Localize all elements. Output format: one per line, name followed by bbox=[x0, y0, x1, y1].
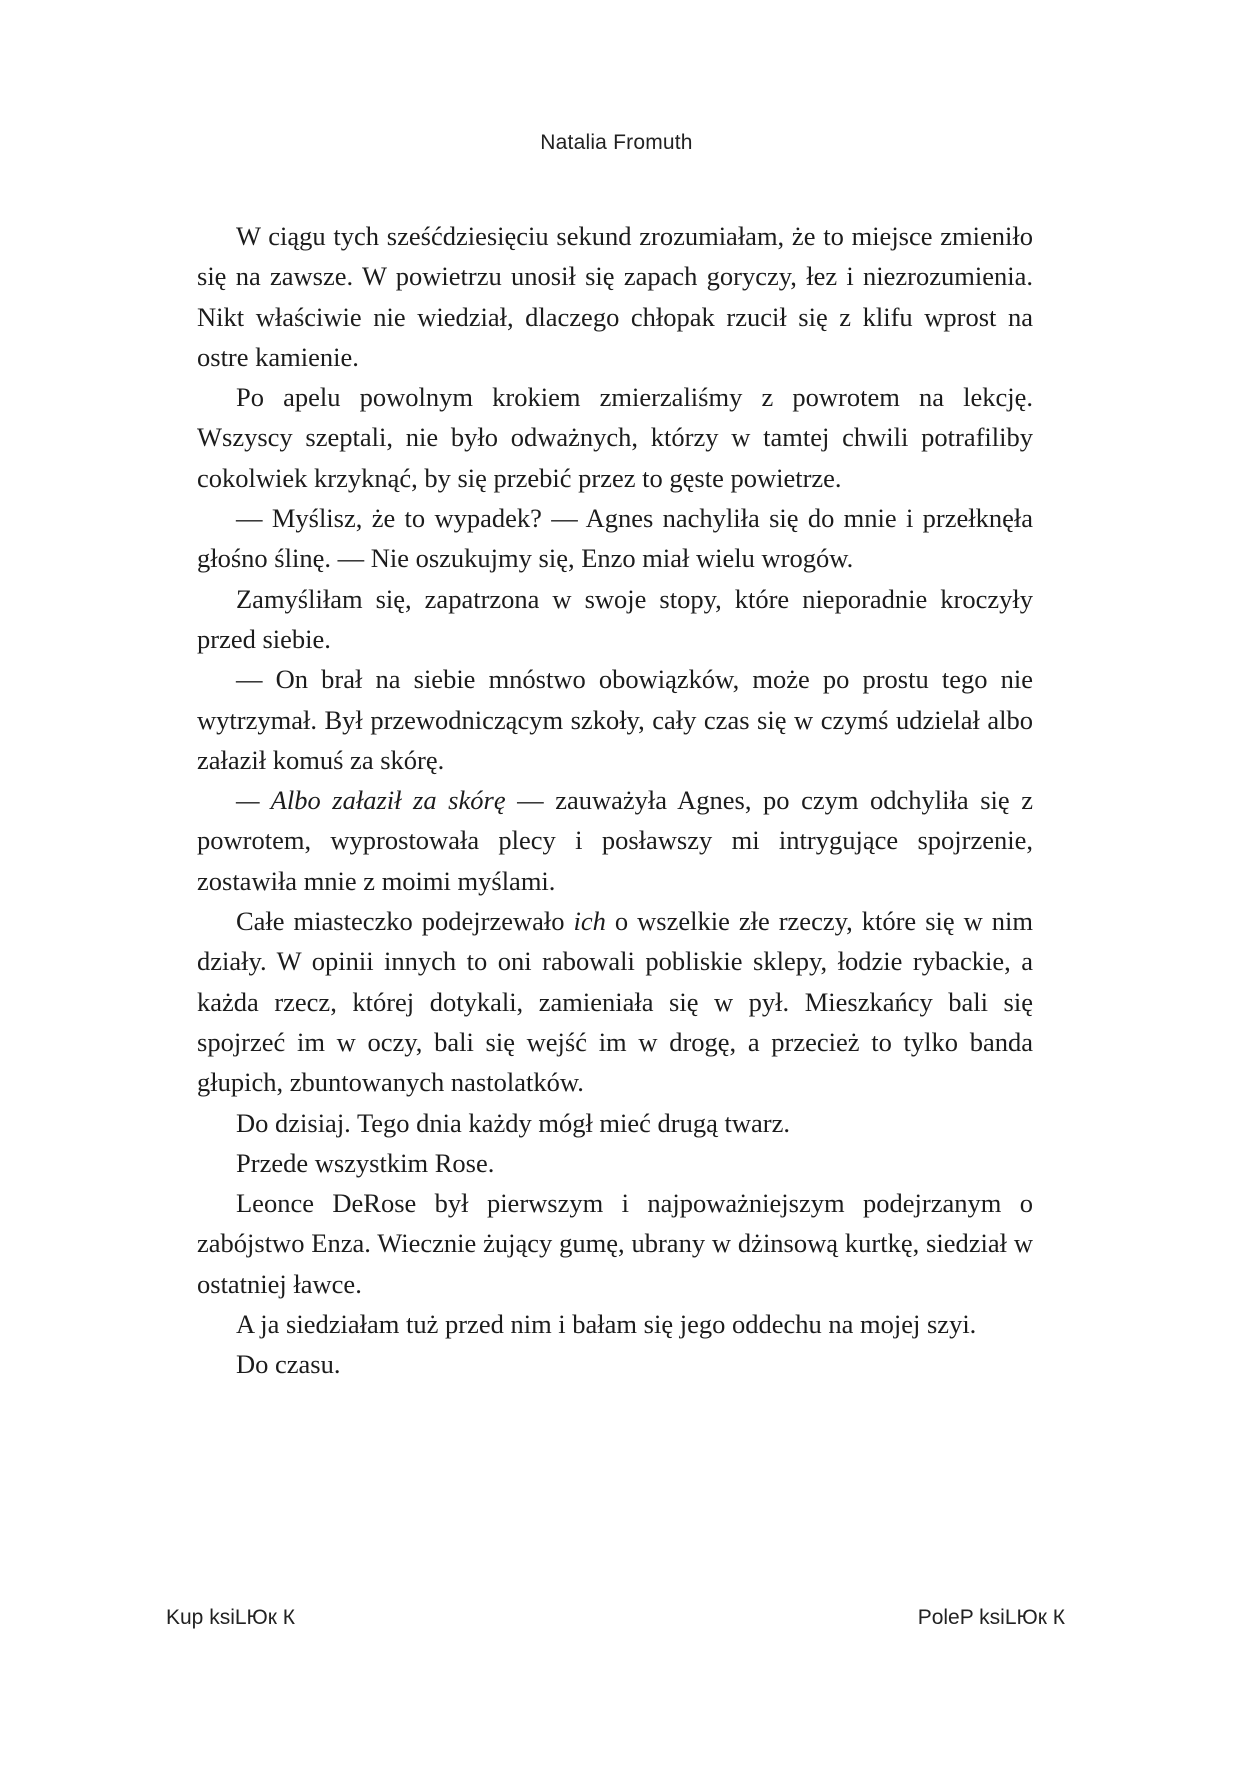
paragraph-7-rest: o wszelkie złe rzeczy, które się w nim działy. W opinii innych to oni rabowali pobliskie sklepy, łodzie rybackie, a każda rzecz, której dotykali, zamieniała się w pył. Mieszkańcy bali się spojrzeć im w oczy, bali się wejść im w drogę, a przecież to tylko banda głupich, zbuntowanych nastolatków. bbox=[197, 906, 1033, 1098]
paragraph-3: — Myślisz, że to wypadek? — Agnes nachyliła się do mnie i przełknęła głośno ślinę. — Nie oszukujmy się, Enzo miał wielu wrogów. bbox=[197, 503, 1033, 574]
paragraph-1: W ciągu tych sześćdziesięciu sekund zrozumiałam, że to miejsce zmieniło się na zawsze. W powietrzu unosił się zapach goryczy, łez i niezrozumienia. Nikt właściwie nie wiedział, dlaczego chłopak rzucił się z klifu wprost na ostre kamienie. bbox=[197, 221, 1033, 372]
italic-word: ich bbox=[573, 906, 606, 937]
paragraph-8: Do dzisiaj. Tego dnia każdy mógł mieć drugą twarz. bbox=[236, 1107, 790, 1138]
paragraph-5: — On brał na siebie mnóstwo obowiązków, może po prostu tego nie wytrzymał. Był przewodniczącym szkoły, cały czas się w czymś udzielał albo załaził komuś za skórę. bbox=[197, 664, 1033, 775]
book-text bbox=[197, 216, 1033, 1385]
recommend-book-link[interactable]: PoleP ksiLЮк К bbox=[917, 1606, 1065, 1629]
paragraph-7 bbox=[197, 901, 1033, 1102]
buy-book-link[interactable]: Kup ksiLЮк К bbox=[166, 1606, 296, 1629]
paragraph-4: Zamyśliłam się, zapatrzona w swoje stopy, które nieporadnie kroczyły przed siebie. bbox=[197, 583, 1033, 654]
paragraph-12: Do czasu. bbox=[236, 1349, 341, 1380]
paragraph-6-rest: — zauważyła Agnes, po czym odchyliła się z powrotem, wyprostowała plecy i posławszy mi intrygujące spojrzenie, zostawiła mnie z moimi myślami. bbox=[197, 785, 1033, 896]
paragraph-10: Leonce DeRose był pierwszym i najpoważniejszym podejrzanym o zabójstwo Enza. Wiecznie żujący gumę, ubrany w dżinsową kurtkę, siedział w ostatniej ławce. bbox=[197, 1188, 1033, 1299]
paragraph-6 bbox=[197, 780, 1033, 901]
paragraph-11: A ja siedziałam tuż przed nim i bałam się jego oddechu na mojej szyi. bbox=[236, 1309, 977, 1340]
italic-phrase: — Albo załaził za skórę bbox=[236, 785, 506, 816]
running-header-author: Natalia Fromuth bbox=[540, 131, 693, 154]
paragraph-7-start: Całe miasteczko podejrzewało bbox=[236, 906, 574, 937]
paragraph-2: Po apelu powolnym krokiem zmierzaliśmy z powrotem na lekcję. Wszyscy szeptali, nie było odważnych, którzy w tamtej chwili potrafiliby cokolwiek krzyknąć, by się przebić przez to gęste powietrze. bbox=[197, 382, 1033, 493]
paragraph-9: Przede wszystkim Rose. bbox=[236, 1147, 495, 1178]
